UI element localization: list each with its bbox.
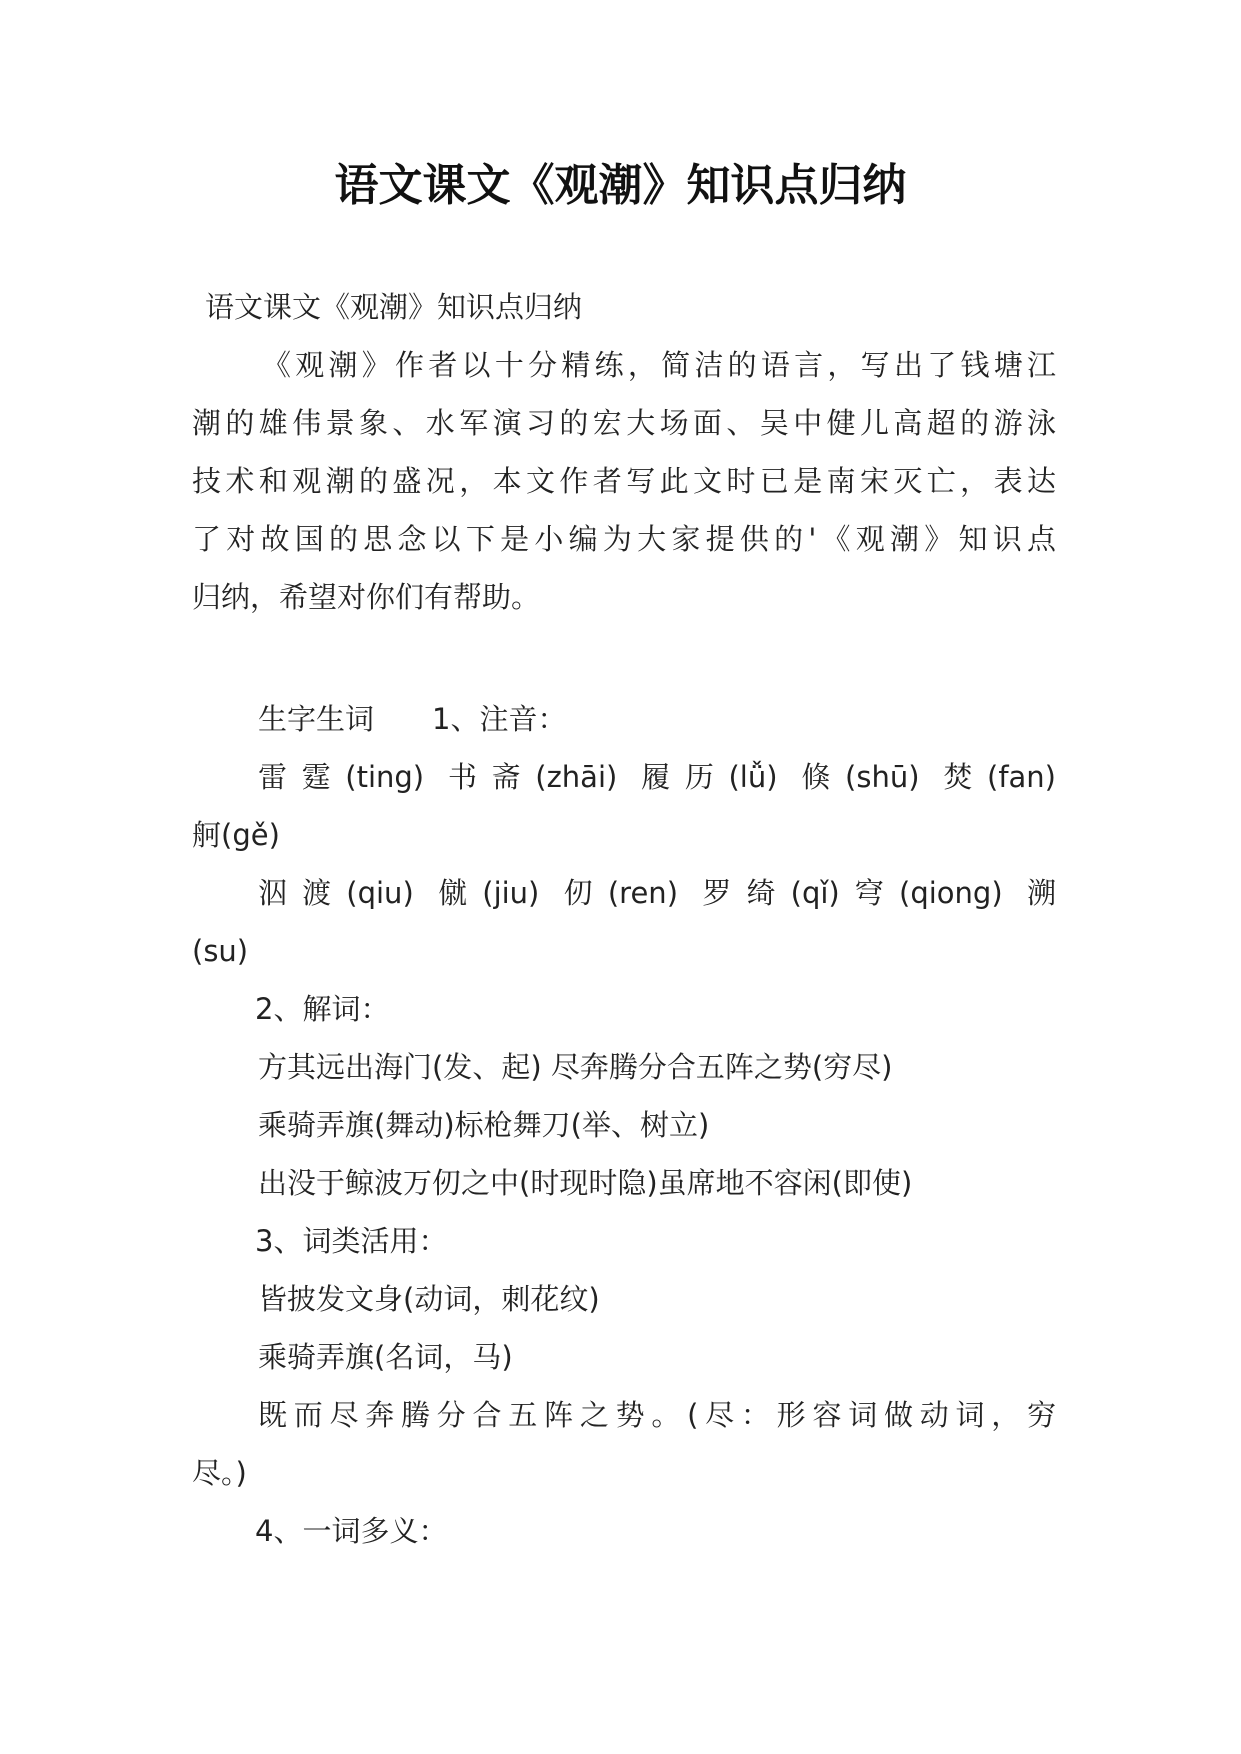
section2-line-1: 方其远出海门(发、起) 尽奔腾分合五阵之势(穷尽) [258,1050,893,1084]
section2-heading: 2、解词： [255,992,390,1026]
document-title: 语文课文《观潮》知识点归纳 [334,160,907,211]
intro-line-1: 《观潮》作者以十分精练，简洁的语言，写出了钱塘江 [262,348,1056,382]
section3-line-3: 既而尽奔腾分合五阵之势。(尽：形容词做动词，穷 [258,1398,1056,1432]
section1-line-1: 雷霆(ting) 书斋(zhāi) 履历(lǚ) 倏(shū) 焚(fan) [258,760,1056,794]
intro-line-4: 了对故国的思念以下是小编为大家提供的'《观潮》知识点 [192,522,1056,556]
section2-line-3: 出没于鲸波万仞之中(时现时隐)虽席地不容闲(即使) [258,1166,913,1200]
intro-line-2: 潮的雄伟景象、水军演习的宏大场面、吴中健儿高超的游泳 [192,406,1056,440]
section3-heading: 3、词类活用： [255,1224,448,1258]
section4-heading: 4、一词多义： [255,1514,448,1548]
section3-line-1: 皆披发文身(动词，刺花纹) [258,1282,600,1316]
section3-line-2: 乘骑弄旗(名词，马) [258,1340,513,1374]
section1-line-2: 舸(gě) [192,818,280,852]
intro-line-5: 归纳，希望对你们有帮助。 [192,580,541,614]
intro-line-3: 技术和观潮的盛况，本文作者写此文时已是南宋灭亡，表达 [192,464,1056,498]
section2-line-2: 乘骑弄旗(舞动)标枪舞刀(举、树立) [258,1108,710,1142]
section1-line-4: (su) [192,934,249,968]
subtitle: 语文课文《观潮》知识点归纳 [205,290,583,324]
section1-line-3: 泅渡(qiu) 僦(jiu) 仞(ren) 罗绮(qǐ)穹(qiong) 溯 [258,876,1056,910]
section1-heading: 生字生词 1、注音： [258,702,567,736]
section3-line-4: 尽。) [192,1456,247,1490]
